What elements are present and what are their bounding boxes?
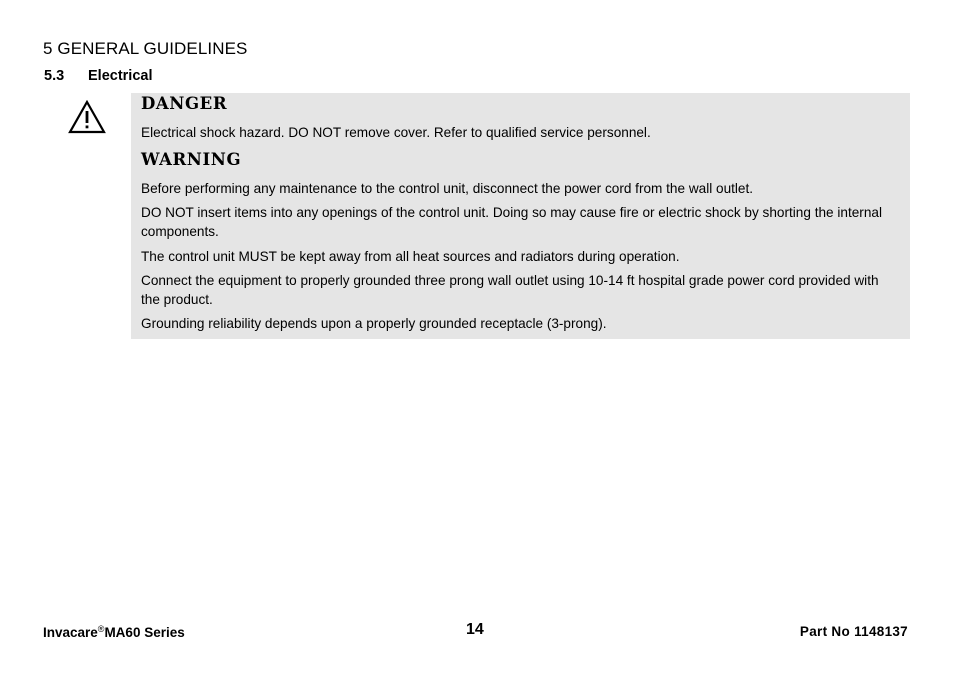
section-number: 5.3 <box>44 68 65 84</box>
safety-notice-box <box>131 93 910 339</box>
registered-mark: ® <box>97 624 105 634</box>
section-title: Electrical <box>88 68 153 84</box>
warning-paragraph: The control unit MUST be kept away from all heat sources and radiators during operation. <box>141 249 680 264</box>
section-heading <box>44 68 153 84</box>
warning-paragraph: Connect the equipment to properly grounded three prong wall outlet using 10-14 ft hospital grade power cord provided with the product. <box>141 273 879 307</box>
footer-series: MA60 Series <box>104 625 185 640</box>
warning-paragraph: Grounding reliability depends upon a properly grounded receptacle (3-prong). <box>141 316 607 331</box>
warning-triangle-icon <box>68 100 106 134</box>
danger-heading: DANGER <box>141 94 228 113</box>
danger-text: Electrical shock hazard. DO NOT remove cover. Refer to qualified service personnel. <box>141 125 651 140</box>
footer-product <box>43 624 185 640</box>
footer-brand: Invacare <box>43 625 98 640</box>
chapter-title: 5 GENERAL GUIDELINES <box>43 39 248 58</box>
warning-heading: WARNING <box>141 150 242 169</box>
page-number: 14 <box>466 621 484 638</box>
part-number: Part No 1148137 <box>799 624 908 639</box>
warning-paragraph: DO NOT insert items into any openings of the control unit. Doing so may cause fire or electric shock by shorting the internal components. <box>141 205 882 239</box>
warning-paragraph: Before performing any maintenance to the control unit, disconnect the power cord from the wall outlet. <box>141 181 754 196</box>
